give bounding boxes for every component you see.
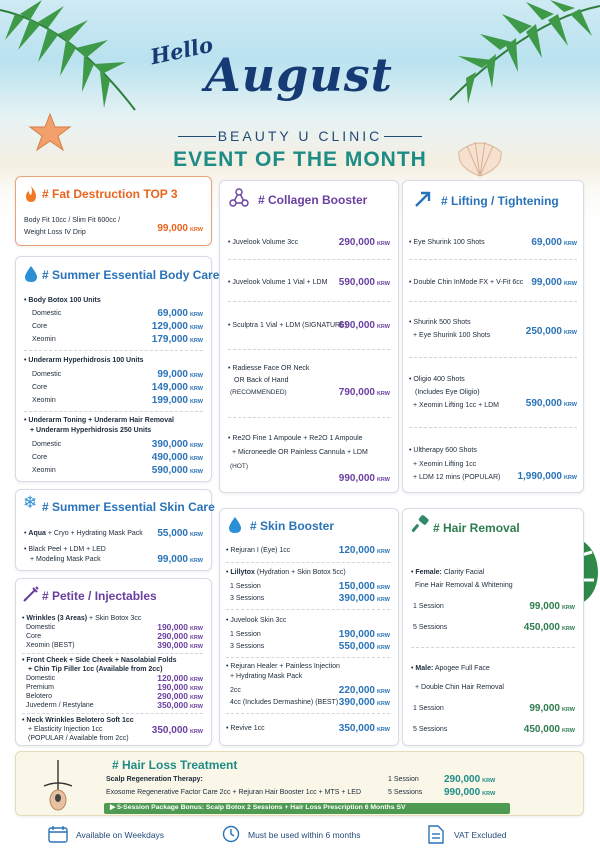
item-name: • Aqua + Cryo + Hydrating Mask Pack	[24, 530, 143, 537]
item-name: • Rejuran Healer + Painless Injection	[226, 663, 340, 670]
divider	[226, 609, 390, 610]
divider	[228, 259, 390, 260]
price-value: 590,000	[338, 277, 375, 288]
item-name: (Includes Eye Oligio)	[415, 389, 480, 396]
item-name: • Revive 1cc	[226, 725, 265, 732]
treatment-name: Scalp Regeneration Therapy:	[106, 776, 203, 783]
price	[157, 640, 203, 650]
row-label: Domestic	[26, 675, 56, 682]
item-name: • Shurink 500 Shots	[409, 319, 471, 326]
currency: KRW	[561, 626, 575, 632]
currency: KRW	[189, 443, 203, 449]
water-drop-icon	[229, 516, 241, 534]
price	[339, 723, 390, 734]
divider	[226, 713, 390, 714]
card-petite-injectables	[15, 578, 212, 746]
divider	[409, 427, 577, 428]
group-name: • Wrinkles (3 Areas) + Skin Botox 3cc	[22, 615, 142, 622]
card-title: # Lifting / Tightening	[441, 194, 559, 208]
price	[529, 703, 575, 714]
item-name: • Sculptra 1 Vial + LDM (SIGNATURE)	[228, 322, 348, 329]
group-name: + Underarm Hyperhidrosis 250 Units	[30, 427, 152, 434]
divider	[411, 647, 575, 648]
price-value: 1,990,000	[517, 471, 562, 482]
currency: KRW	[482, 778, 496, 784]
price	[152, 725, 203, 736]
row-label: 3 Sessions	[230, 643, 265, 650]
card-title: # Summer Essential Skin Care	[42, 500, 215, 514]
divider	[409, 259, 577, 260]
item-note: (HOT)	[230, 463, 249, 470]
group-name-bold: Wrinkles (3 Areas)	[26, 615, 88, 622]
price	[339, 320, 390, 331]
currency: KRW	[189, 312, 203, 318]
currency: KRW	[376, 645, 390, 651]
row-label: Xeomin	[32, 336, 56, 343]
price-value: 350,000	[151, 725, 188, 736]
row-label: Juvederm / Restylane	[26, 702, 94, 709]
price-value: 220,000	[338, 685, 375, 696]
card-title: # Petite / Injectables	[42, 589, 157, 603]
divider	[226, 657, 390, 658]
divider	[22, 653, 203, 654]
bonus-text: ▶ 5-Session Package Bonus: Scalp Botox 2 Sessions + Hair Loss Prescription 6 Months SV	[110, 804, 406, 811]
divider	[228, 349, 390, 350]
price-value: 69,000	[531, 237, 562, 248]
currency: KRW	[563, 402, 577, 408]
month-title: August	[205, 48, 393, 102]
arrow-up-icon	[413, 189, 433, 209]
group-name: + Chin Tip Filler 1cc (Available from 2cc)	[28, 666, 163, 673]
currency: KRW	[376, 585, 390, 591]
row-label: Core	[32, 384, 48, 391]
currency: KRW	[189, 677, 203, 683]
price	[531, 277, 577, 288]
group-name: • Underarm Hyperhidrosis 100 Units	[24, 357, 144, 364]
divider	[409, 357, 577, 358]
row-label: 1 Session	[230, 631, 261, 638]
card-collagen-booster	[219, 180, 399, 493]
row-label: Core	[32, 323, 48, 330]
item-name: • Eye Shurink 100 Shots	[409, 239, 485, 246]
item-name-bold: Female:	[415, 569, 442, 576]
price-value: 550,000	[338, 641, 375, 652]
divider	[228, 417, 390, 418]
card-body-care	[15, 256, 220, 482]
card-fat-destruction	[15, 176, 212, 246]
price-value: 390,000	[151, 439, 188, 450]
palm-leaf-right-icon	[430, 0, 600, 120]
row-label: 1 Session	[413, 705, 444, 712]
item-name: • Oligio 400 Shots	[409, 376, 465, 383]
price-value: 120,000	[157, 673, 188, 683]
bonus-banner	[104, 803, 510, 814]
price	[157, 223, 203, 234]
price-value: 149,000	[151, 382, 188, 393]
item-name: + Xeomin Lifting 1cc + LDM	[413, 402, 499, 409]
price-value: 590,000	[151, 465, 188, 476]
row-label: 1 Session	[388, 776, 419, 783]
item-name-bold: Aqua	[28, 530, 46, 537]
price-value: 190,000	[157, 622, 188, 632]
row-label: Belotero	[26, 693, 53, 700]
water-drop-icon	[25, 265, 37, 283]
card-skin-booster	[219, 508, 399, 746]
item-line-2: Weight Loss IV Drip	[24, 229, 86, 236]
item-name-rest: Apogee Full Face	[433, 665, 490, 672]
item-name: OR Back of Hand	[234, 377, 289, 384]
molecule-icon	[228, 187, 250, 209]
price	[444, 787, 495, 798]
currency: KRW	[482, 791, 496, 797]
row-label: Premium	[26, 684, 55, 691]
price	[157, 369, 203, 380]
currency: KRW	[189, 386, 203, 392]
price	[152, 465, 203, 476]
price	[529, 601, 575, 612]
divider	[409, 301, 577, 302]
card-title: # Hair Removal	[433, 521, 520, 535]
currency: KRW	[376, 281, 390, 287]
price-value: 250,000	[525, 326, 562, 337]
currency: KRW	[189, 626, 203, 632]
group-name: + Elasticity Injection 1cc	[28, 726, 103, 733]
divider	[226, 562, 390, 563]
row-label: 2cc	[230, 687, 241, 694]
group-name: • Body Botox 100 Units	[24, 297, 101, 304]
clinic-name: BEAUTY U CLINIC	[217, 128, 383, 144]
item-name: • Black Peel + LDM + LED	[24, 546, 106, 553]
price-value: 99,000	[157, 554, 188, 565]
price-value: 990,000	[338, 473, 375, 484]
price-value: 590,000	[525, 398, 562, 409]
price-value: 120,000	[338, 545, 375, 556]
item-name: + Hydrating Mask Pack	[230, 673, 303, 680]
item-name: + Double Chin Hair Removal	[415, 684, 504, 691]
price	[339, 237, 390, 248]
currency: KRW	[563, 281, 577, 287]
item-name: • Double Chin InMode FX + V-Fit 6cc	[409, 279, 524, 286]
price-value: 129,000	[151, 321, 188, 332]
event-title: EVENT OF THE MONTH	[173, 148, 427, 171]
item-name-rest: Clarity Facial	[441, 569, 485, 576]
currency: KRW	[189, 227, 203, 233]
item-name: + Modeling Mask Pack	[30, 556, 101, 563]
item-name: • Radiesse Face OR Neck	[228, 365, 310, 372]
hair-follicle-icon	[38, 756, 78, 812]
laser-icon	[411, 515, 431, 535]
price-value: 390,000	[338, 697, 375, 708]
price-value: 99,000	[157, 369, 188, 380]
price-value: 350,000	[157, 700, 188, 710]
price-value: 290,000	[157, 691, 188, 701]
card-title: # Hair Loss Treatment	[112, 758, 238, 772]
card-lifting-tightening	[402, 180, 584, 493]
price	[339, 629, 390, 640]
item-name: • Rejuran I (Eye) 1cc	[226, 547, 291, 554]
card-skin-care	[15, 489, 215, 571]
price-value: 290,000	[444, 774, 481, 785]
price	[339, 697, 390, 708]
item-line-1: Body Fit 10cc / Slim Fit 600cc /	[24, 217, 121, 224]
item-name: + Eye Shurink 100 Shots	[413, 332, 491, 339]
row-label: Core	[26, 633, 42, 640]
price	[152, 334, 203, 345]
item-name: • Juvelook Volume 3cc	[228, 239, 299, 246]
price	[157, 700, 203, 710]
price	[526, 326, 577, 337]
currency: KRW	[189, 373, 203, 379]
price	[152, 321, 203, 332]
currency: KRW	[376, 324, 390, 330]
hello-text: Hello	[148, 31, 216, 70]
currency: KRW	[561, 707, 575, 713]
price	[444, 774, 495, 785]
row-label: 5 Sessions	[413, 726, 448, 733]
price	[157, 554, 203, 565]
price-value: 450,000	[523, 724, 560, 735]
item-name: • Juvelook Skin 3cc	[226, 617, 287, 624]
item-name-rest: + Cryo + Hydrating Mask Pack	[45, 530, 143, 537]
item-name: + Xeomin Lifting 1cc	[413, 461, 477, 468]
item-name: Fine Hair Removal & Whitening	[415, 582, 513, 589]
currency: KRW	[376, 633, 390, 639]
price-value: 99,000	[529, 703, 560, 714]
price-value: 99,000	[531, 277, 562, 288]
calendar-icon	[48, 825, 68, 843]
currency: KRW	[189, 532, 203, 538]
footer-weekdays: Available on Weekdays	[76, 830, 165, 840]
currency: KRW	[563, 475, 577, 481]
currency: KRW	[376, 597, 390, 603]
card-title: # Summer Essential Body Care	[42, 268, 220, 282]
price	[157, 528, 203, 539]
currency: KRW	[376, 701, 390, 707]
price-value: 69,000	[157, 308, 188, 319]
price-value: 290,000	[157, 631, 188, 641]
item-name: • Re2O Fine 1 Ampoule + Re2O 1 Ampoule	[228, 435, 363, 442]
group-name: • Front Cheek + Side Cheek + Nasolabial Folds	[22, 657, 177, 664]
currency: KRW	[189, 558, 203, 564]
divider	[24, 411, 203, 412]
footer-months: Must be used within 6 months	[248, 830, 361, 840]
item-name: • Ultherapy 600 Shots	[409, 447, 477, 454]
price	[526, 398, 577, 409]
row-label: Domestic	[32, 310, 62, 317]
divider	[228, 301, 390, 302]
item-name: • Male: Apogee Full Face	[411, 665, 490, 672]
item-name: • Lillytox (Hydration + Skin Botox 5cc)	[226, 569, 346, 576]
currency: KRW	[563, 241, 577, 247]
price-value: 290,000	[338, 237, 375, 248]
price	[339, 473, 390, 484]
price-value: 990,000	[444, 787, 481, 798]
group-name: • Underarm Toning + Underarm Hair Removal	[24, 417, 174, 424]
price	[531, 237, 577, 248]
group-name: (POPULAR / Available from 2cc)	[28, 735, 129, 742]
price-value: 690,000	[338, 320, 375, 331]
syringe-icon	[22, 585, 40, 603]
price-value: 390,000	[157, 640, 188, 650]
currency: KRW	[376, 391, 390, 397]
item-name-bold: Male:	[415, 665, 434, 672]
row-label: Xeomin	[32, 397, 56, 404]
currency: KRW	[189, 325, 203, 331]
price	[157, 308, 203, 319]
item-name-rest: (Hydration + Skin Botox 5cc)	[254, 569, 346, 576]
currency: KRW	[189, 635, 203, 641]
item-name: • Female: Clarity Facial	[411, 569, 485, 576]
row-label: 4cc (Includes Dermashine) (BEST)	[230, 699, 339, 706]
currency: KRW	[561, 605, 575, 611]
price-value: 190,000	[157, 682, 188, 692]
row-label: 3 Sessions	[230, 595, 265, 602]
currency: KRW	[189, 338, 203, 344]
card-title: # Collagen Booster	[258, 193, 368, 207]
group-name-rest: + Skin Botox 3cc	[87, 615, 142, 622]
item-name-bold: Lillytox	[230, 569, 255, 576]
group-name: • Neck Wrinkles Belotero Soft 1cc	[22, 717, 134, 724]
currency: KRW	[189, 704, 203, 710]
currency: KRW	[189, 399, 203, 405]
price-value: 199,000	[151, 395, 188, 406]
currency: KRW	[189, 469, 203, 475]
row-label: 1 Session	[230, 583, 261, 590]
price	[339, 685, 390, 696]
row-label: Xeomin	[32, 467, 56, 474]
price	[339, 277, 390, 288]
card-hair-loss	[15, 751, 584, 816]
price-value: 99,000	[157, 223, 188, 234]
currency: KRW	[189, 686, 203, 692]
price	[517, 471, 577, 482]
price-value: 150,000	[338, 581, 375, 592]
row-label: Xeomin (BEST)	[26, 642, 75, 649]
treatment-detail: Exosome Regenerative Factor Care 2cc + Rejuran Hair Booster 1cc + MTS + LED	[106, 789, 362, 796]
document-icon	[428, 825, 444, 844]
palm-leaf-left-icon	[0, 0, 140, 130]
currency: KRW	[189, 456, 203, 462]
price	[152, 395, 203, 406]
price	[152, 382, 203, 393]
price	[339, 387, 390, 398]
currency: KRW	[561, 728, 575, 734]
card-title: # Skin Booster	[250, 519, 335, 533]
item-name: • Juvelook Volume 1 Vial + LDM	[228, 279, 328, 286]
price-value: 790,000	[338, 387, 375, 398]
card-title: # Fat Destruction TOP 3	[42, 187, 178, 201]
currency: KRW	[376, 549, 390, 555]
clock-icon	[222, 825, 240, 843]
row-label: 1 Session	[413, 603, 444, 610]
item-note: (RECOMMENDED)	[230, 389, 287, 396]
card-hair-removal	[402, 508, 584, 746]
snowflake-icon: ❄	[23, 493, 38, 513]
price	[339, 545, 390, 556]
currency: KRW	[376, 689, 390, 695]
price	[524, 622, 575, 633]
price	[152, 439, 203, 450]
price-value: 179,000	[151, 334, 188, 345]
price	[524, 724, 575, 735]
row-label: Domestic	[32, 441, 62, 448]
price-value: 350,000	[338, 723, 375, 734]
currency: KRW	[376, 477, 390, 483]
currency: KRW	[563, 330, 577, 336]
row-label: Domestic	[32, 371, 62, 378]
price-value: 390,000	[338, 593, 375, 604]
fire-icon	[24, 185, 38, 203]
row-label: Domestic	[26, 624, 56, 631]
currency: KRW	[376, 241, 390, 247]
price-value: 190,000	[338, 629, 375, 640]
price-value: 99,000	[529, 601, 560, 612]
row-label: Core	[32, 454, 48, 461]
price-value: 55,000	[157, 528, 188, 539]
currency: KRW	[376, 727, 390, 733]
price-value: 450,000	[523, 622, 560, 633]
item-name: + Microneedle OR Painless Cannula + LDM	[232, 449, 368, 456]
price-value: 490,000	[151, 452, 188, 463]
price	[152, 452, 203, 463]
currency: KRW	[189, 644, 203, 650]
row-label: 5 Sessions	[413, 624, 448, 631]
price	[339, 581, 390, 592]
currency: KRW	[189, 729, 203, 735]
item-name: + LDM 12 mins (POPULAR)	[413, 474, 501, 481]
footer-vat: VAT Excluded	[454, 830, 507, 840]
price	[339, 641, 390, 652]
currency: KRW	[189, 695, 203, 701]
price	[339, 593, 390, 604]
divider	[22, 713, 203, 714]
row-label: 5 Sessions	[388, 789, 423, 796]
divider	[24, 350, 203, 351]
header-rule-right	[384, 136, 422, 137]
